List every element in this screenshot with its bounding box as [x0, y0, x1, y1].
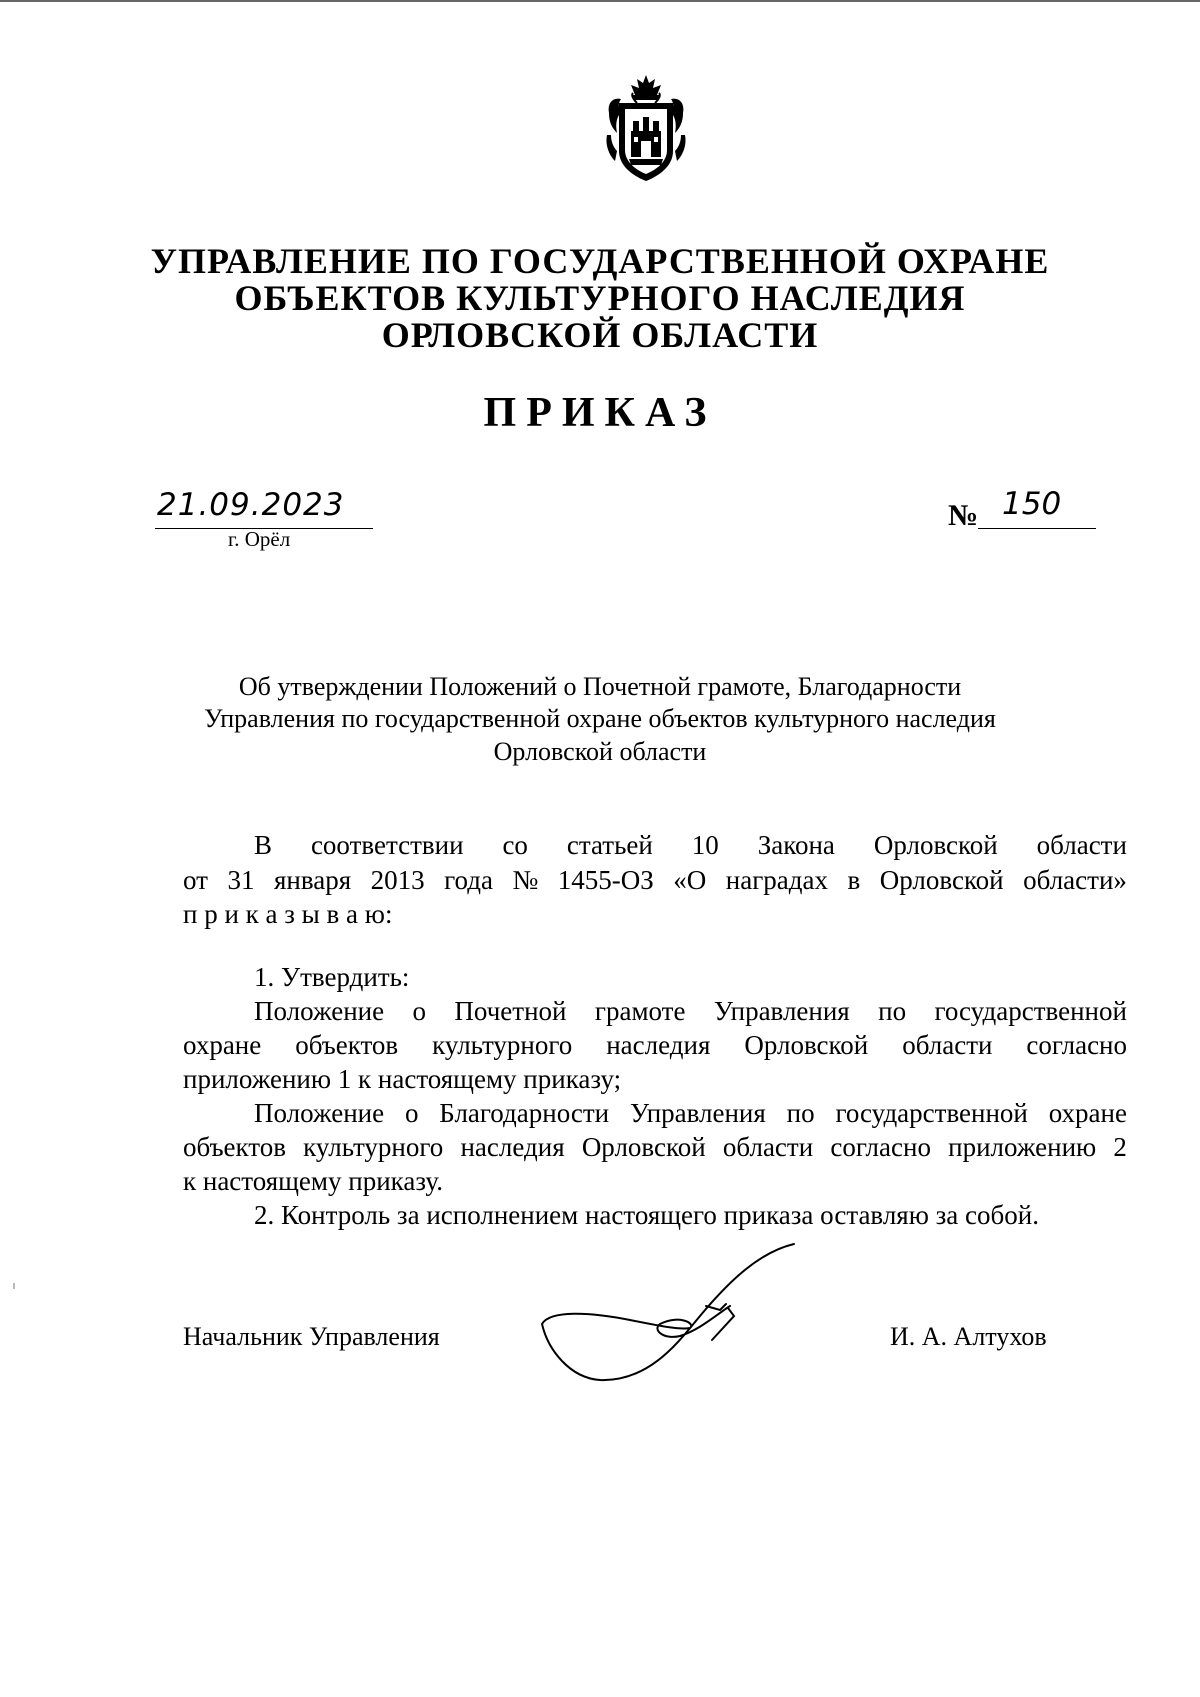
word: наградах [725, 865, 828, 895]
word: области» [1023, 865, 1127, 895]
handwritten-date: 21.09.2023 [157, 487, 345, 523]
item-1-para-1-line-3: приложению 1 к настоящему приказу; [183, 1064, 622, 1094]
item-1-para-2-line-1 [254, 1098, 1127, 1129]
word: культурного [303, 1132, 444, 1162]
word: объектов [183, 1132, 286, 1162]
date-field [155, 487, 373, 531]
word: соответствии [310, 830, 464, 860]
coat-of-arms-emblem [603, 73, 689, 185]
item-1-para-2-line-2 [183, 1132, 1127, 1163]
handwritten-signature [530, 1240, 800, 1390]
organization-name-line-3: ОРЛОВСКОЙ ОБЛАСТИ [381, 315, 819, 355]
item-1-para-2-line-3: к настоящему приказу. [183, 1166, 443, 1196]
word: января [273, 865, 352, 895]
order-title-line-1: Об утверждении Положений о Почетной грамоте, Благодарности [238, 672, 962, 701]
word: о [404, 1098, 419, 1128]
city-label: г. Орёл [228, 527, 291, 551]
item-2: 2. Контроль за исполнением настоящего приказа оставляю за собой. [254, 1200, 1039, 1230]
word: 2 [1113, 1132, 1127, 1162]
word: Закона [757, 830, 835, 860]
word: Управления [629, 1098, 766, 1128]
order-title-line-2: Управления по государственной охране объектов культурного наследия [204, 704, 996, 733]
word: государственной [934, 996, 1127, 1026]
word: В [254, 830, 273, 860]
word: области [722, 1132, 814, 1162]
order-title-line-3: Орловской области [493, 737, 707, 766]
word: 1455-ОЗ [557, 865, 654, 895]
word: культурного [432, 1030, 573, 1060]
word: государственной [835, 1098, 1028, 1128]
word: согласно [830, 1132, 931, 1162]
word: № [512, 865, 539, 895]
word: наследия [606, 1030, 711, 1060]
word: 31 [227, 865, 255, 895]
word: области [1036, 830, 1127, 860]
word: о [412, 996, 427, 1026]
word: Орловской [581, 1132, 706, 1162]
word: Орловской [744, 1030, 869, 1060]
word: грамоте [594, 996, 686, 1026]
word: объектов [295, 1030, 399, 1060]
word: Почетной [454, 996, 567, 1026]
organization-name-line-1: УПРАВЛЕНИЕ ПО ГОСУДАРСТВЕННОЙ ОХРАНЕ [150, 241, 1050, 281]
signatory-position: Начальник Управления [183, 1322, 440, 1351]
scan-speck [13, 1283, 15, 1289]
word: охране [1048, 1098, 1127, 1128]
word: статьей [566, 830, 653, 860]
scan-top-edge [0, 0, 1200, 2]
word: по [786, 1098, 815, 1128]
preamble-line-1 [254, 830, 1127, 861]
word: наследия [460, 1132, 565, 1162]
word: Положение [254, 1098, 385, 1128]
order-word: п р и к а з ы в а ю: [183, 899, 393, 929]
word: в [847, 865, 861, 895]
word: приложению [948, 1132, 1097, 1162]
word: Положение [254, 996, 385, 1026]
word: согласно [1026, 1030, 1127, 1060]
word: от [183, 865, 208, 895]
signatory-name: И. А. Алтухов [890, 1322, 1047, 1351]
organization-name-line-2: ОБЪЕКТОВ КУЛЬТУРНОГО НАСЛЕДИЯ [234, 278, 966, 318]
word: Благодарности [439, 1098, 610, 1128]
item-1-para-1-line-2 [183, 1030, 1127, 1061]
word: года [444, 865, 493, 895]
word: области [902, 1030, 993, 1060]
number-label: № [948, 499, 979, 532]
word: со [502, 830, 528, 860]
word: «О [673, 865, 707, 895]
word: Управления [713, 996, 850, 1026]
item-1-heading: 1. Утвердить: [254, 962, 410, 992]
word: Орловской [873, 830, 998, 860]
handwritten-number: 150 [1002, 486, 1062, 522]
word: 2013 [370, 865, 425, 895]
word: охране [183, 1030, 262, 1060]
item-1-para-1-line-1 [254, 996, 1127, 1027]
number-field [978, 486, 1096, 530]
word: по [878, 996, 907, 1026]
document-type-heading: ПРИКАЗ [483, 390, 717, 436]
word: 10 [691, 830, 719, 860]
number-underline [978, 528, 1096, 529]
word: Орловской [879, 865, 1004, 895]
preamble-line-2 [183, 865, 1127, 896]
